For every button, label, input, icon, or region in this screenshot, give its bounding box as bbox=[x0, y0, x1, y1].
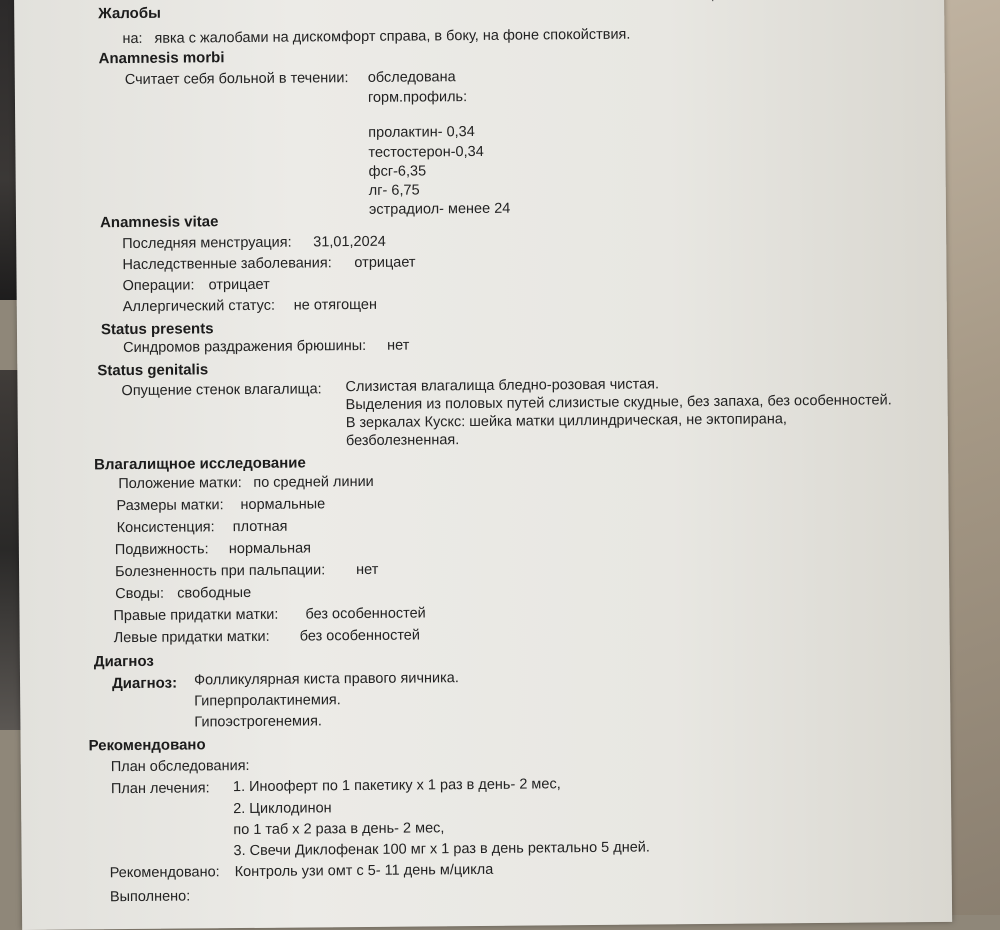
diagnosis-label: Диагноз: bbox=[111, 674, 178, 693]
treatment-line: 3. Свечи Диклофенак 100 мг х 1 раз в день ректально 5 дней. bbox=[233, 839, 650, 860]
complaints-title: Жалобы bbox=[98, 4, 161, 23]
anamnesis-morbi-line: горм.профиль: bbox=[367, 89, 468, 106]
vaginal-exam-label: Правые придатки матки: bbox=[113, 606, 279, 625]
status-genitalis-line: безболезненная. bbox=[345, 432, 460, 450]
diagnosis-line: Гипоэстрогенемия. bbox=[194, 713, 322, 731]
complaints-prefix: на: bbox=[122, 30, 143, 48]
anamnesis-morbi-line: фсг-6,35 bbox=[368, 163, 427, 180]
diagnosis-title: Диагноз bbox=[93, 652, 154, 671]
vitae-value: не отягощен bbox=[293, 296, 378, 314]
vitae-value: 31,01,2024 bbox=[313, 233, 386, 251]
vaginal-exam-value: по средней линии bbox=[253, 473, 374, 491]
vaginal-exam-title: Влагалищное исследование bbox=[94, 454, 306, 474]
vaginal-exam-label: Своды: bbox=[115, 585, 165, 603]
diagnosis-line: Фолликулярная киста правого яичника. bbox=[193, 670, 459, 689]
anamnesis-morbi-line: обследована bbox=[367, 69, 456, 86]
print-time-value bbox=[790, 0, 891, 1]
vaginal-exam-label: Положение матки: bbox=[118, 475, 242, 493]
vitae-label: Операции: bbox=[122, 277, 195, 295]
complaints-text: явка с жалобами на дискомфорт справа, в боку, на фоне спокойствия. bbox=[154, 26, 631, 47]
vitae-label: Аллергический статус: bbox=[122, 297, 276, 316]
status-genitalis-line: Выделения из половых путей слизистые скудные, без запаха, без особенностей. bbox=[345, 392, 892, 414]
anamnesis-morbi-line: эстрадиол- менее 24 bbox=[368, 200, 511, 218]
vaginal-exam-value: свободные bbox=[177, 584, 252, 602]
vitae-label: Последняя менструация: bbox=[122, 234, 292, 253]
vaginal-exam-label: Консистенция: bbox=[116, 519, 215, 537]
recommendation-label: Рекомендовано: bbox=[109, 864, 220, 882]
plan-exam-label: План обследования: bbox=[110, 757, 250, 776]
anamnesis-morbi-title: Anamnesis morbi bbox=[98, 49, 225, 68]
done-label: Выполнено: bbox=[109, 888, 191, 906]
anamnesis-morbi-line: тестостерон-0,34 bbox=[368, 143, 484, 161]
vaginal-exam-label: Подвижность: bbox=[114, 541, 209, 559]
anamnesis-morbi-label: Считает себя больной в течении: bbox=[124, 70, 349, 89]
status-presents-label: Синдромов раздражения брюшины: bbox=[123, 337, 367, 357]
vaginal-exam-label: Болезненность при пальпации: bbox=[115, 562, 326, 581]
anamnesis-morbi-line: лг- 6,75 bbox=[368, 182, 420, 199]
medical-record-page bbox=[14, 0, 952, 930]
status-genitalis-label: Опущение стенок влагалища: bbox=[121, 381, 322, 400]
plan-treat-label: План лечения: bbox=[110, 780, 210, 798]
status-presents-title: Status presents bbox=[100, 320, 214, 339]
vaginal-exam-value: без особенностей bbox=[305, 605, 426, 623]
recommended-title: Рекомендовано bbox=[88, 736, 206, 755]
diagnosis-line: Гиперпролактинемия. bbox=[194, 692, 341, 710]
print-time-label bbox=[704, 0, 778, 2]
vaginal-exam-value: плотная bbox=[232, 518, 288, 536]
vitae-value: отрицает bbox=[208, 276, 270, 294]
anamnesis-vitae-title: Anamnesis vitae bbox=[99, 213, 219, 232]
vitae-value: отрицает bbox=[354, 254, 416, 272]
status-genitalis-line: В зеркалах Кускс: шейка матки циллиндрическая, не эктопирана, bbox=[345, 411, 787, 432]
vaginal-exam-value: нормальная bbox=[228, 540, 312, 558]
status-presents-value: нет bbox=[387, 337, 410, 354]
treatment-line: по 1 таб х 2 раза в день- 2 мес, bbox=[233, 820, 445, 839]
anamnesis-morbi-line: пролактин- 0,34 bbox=[368, 123, 475, 141]
vaginal-exam-label: Размеры матки: bbox=[116, 497, 224, 515]
vaginal-exam-label: Левые придатки матки: bbox=[113, 628, 270, 647]
vitae-label: Наследственные заболевания: bbox=[122, 255, 332, 274]
recommendation-value: Контроль узи омт с 5- 11 день м/цикла bbox=[234, 861, 494, 881]
vaginal-exam-value: без особенностей bbox=[299, 627, 421, 645]
status-genitalis-line: Слизистая влагалища бледно-розовая чистая. bbox=[345, 376, 660, 396]
treatment-line: 1. Инооферт по 1 пакетику х 1 раз в день- 2 мес, bbox=[232, 776, 561, 796]
status-genitalis-title: Status genitalis bbox=[97, 361, 209, 380]
vaginal-exam-value: нет bbox=[356, 561, 379, 579]
vaginal-exam-value: нормальные bbox=[240, 496, 326, 514]
treatment-line: 2. Циклодинон bbox=[233, 800, 332, 818]
